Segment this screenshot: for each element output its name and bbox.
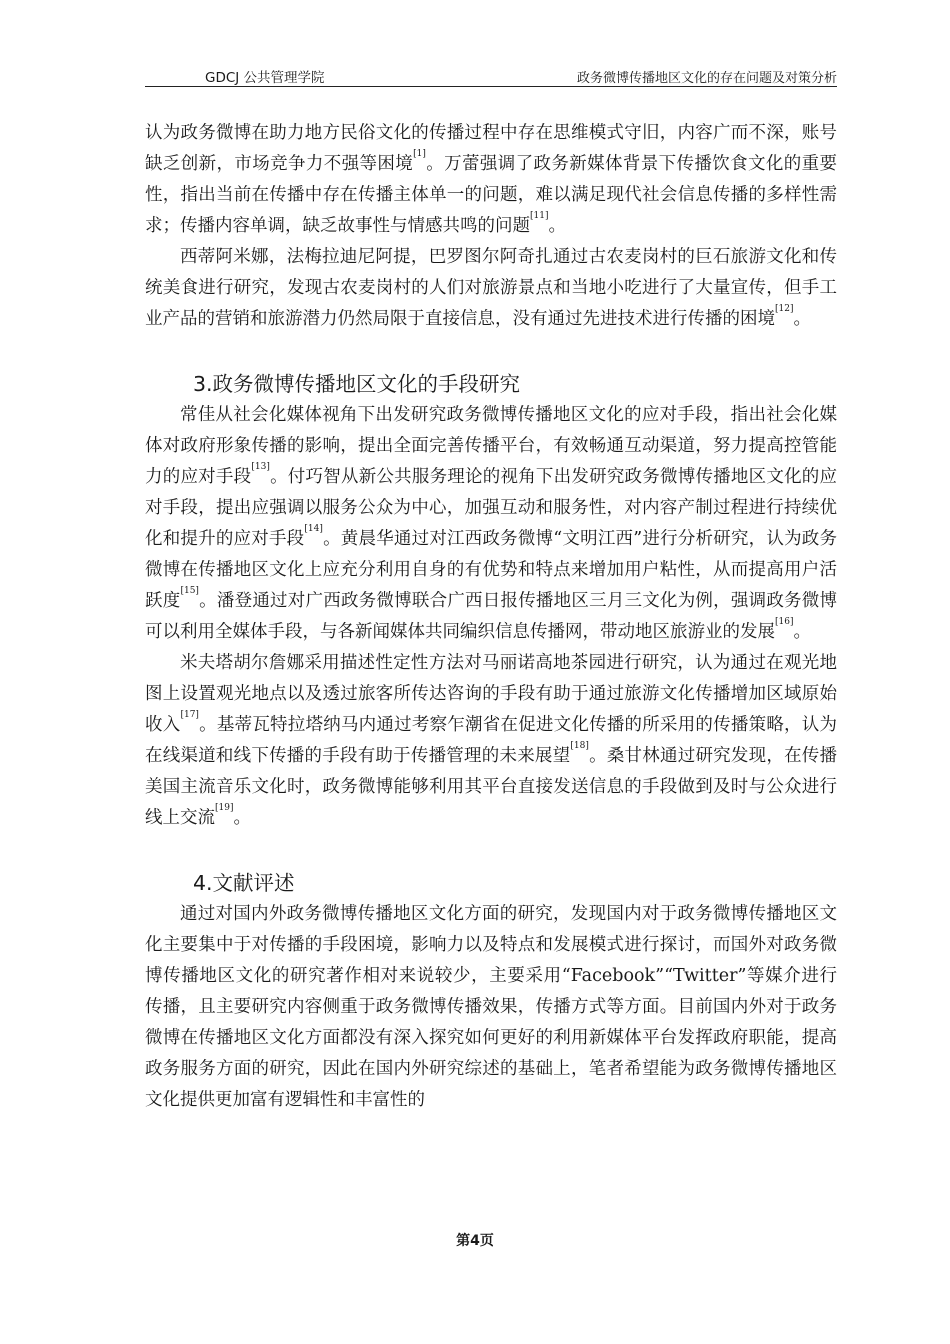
citation-ref: [18] bbox=[570, 741, 589, 751]
paragraph-4: 米夫塔胡尔詹娜采用描述性定性方法对马丽诺高地茶园进行研究，认为通过在观光地图上设置观光地点以及透过旅客所传达咨询的手段有助于通过旅游文化传播增加区域原始收入[17]。基蒂瓦特拉塔纳马内通过考察乍潮省在促进文化传播的所采用的传播策略，认为在线渠道和线下传播的手段有助于传播管理的未来展望[18]。桑甘林通过研究发现，在传播美国主流音乐文化时，政务微博能够利用其平台直接发送信息的手段做到及时与公众进行线上交流[19]。 bbox=[145, 653, 838, 828]
paragraph-5: 通过对国内外政务微博传播地区文化方面的研究，发现国内对于政务微博传播地区文化主要集中于对传播的手段困境，影响力以及特点和发展模式进行探讨，而国外对政务微博传播地区文化的研究著作相对来说较少，主要采用“Facebook”“Twitter”等媒介进行传播，且主要研究内容侧重于政务微博传播效果，传播方式等方面。目前国内外对于政务微博在传播地区文化方面都没有深入探究如何更好的利用新媒体平台发挥政府职能，提高政务服务方面的研究，因此在国内外研究综述的基础上，笔者希望能为政务微博传播地区文化提供更加富有逻辑性和丰富性的 bbox=[145, 904, 837, 1110]
citation-ref: [13] bbox=[251, 462, 270, 472]
section-heading-4: 4.文献评述 bbox=[193, 871, 295, 895]
citation-ref: [1] bbox=[413, 149, 426, 159]
citation-ref: [16] bbox=[775, 617, 794, 627]
citation-ref: [11] bbox=[530, 211, 549, 221]
citation-ref: [14] bbox=[304, 524, 323, 534]
paragraph-2: 西蒂阿米娜，法梅拉迪尼阿提，巴罗图尔阿奇扎通过古农麦岗村的巨石旅游文化和传统美食进行研究，发现古农麦岗村的人们对旅游景点和当地小吃进行了大量宣传，但手工业产品的营销和旅游潜力仍然局限于直接信息，没有通过先进技术进行传播的困境[12]。 bbox=[145, 247, 837, 329]
paragraph-3: 常佳从社会化媒体视角下出发研究政务微博传播地区文化的应对手段，指出社会化媒体对政府形象传播的影响，提出全面完善传播平台，有效畅通互动渠道，努力提高控管能力的应对手段[13]。付巧智从新公共服务理论的视角下出发研究政务微博传播地区文化的应对手段，提出应强调以服务公众为中心，加强互动和服务性，对内容产制过程进行持续优化和提升的应对手段[14]。黄晨华通过对江西政务微博“文明江西”进行分析研究，认为政务微博在传播地区文化上应充分利用自身的有优势和特点来增加用户粘性，从而提高用户活跃度[15]。潘登通过对广西政务微博联合广西日报传播地区三月三文化为例，强调政务微博可以利用全媒体手段，与各新闻媒体共同编织信息传播网，带动地区旅游业的发展[16]。 bbox=[145, 405, 838, 642]
citation-ref: [15] bbox=[180, 586, 199, 596]
page-body bbox=[145, 118, 837, 1116]
page-number: 第4页 bbox=[456, 1233, 494, 1249]
paragraph-1: 认为政务微博在助力地方民俗文化的传播过程中存在思维模式守旧，内容广而不深，账号缺乏创新，市场竞争力不强等困境[1]。万蕾强调了政务新媒体背景下传播饮食文化的重要性，指出当前在传播中存在传播主体单一的问题，难以满足现代社会信息传播的多样性需求；传播内容单调，缺乏故事性与情感共鸣的问题[11]。 bbox=[145, 123, 837, 236]
header-thesis-title: 政务微博传播地区文化的存在问题及对策分析 bbox=[576, 71, 837, 86]
citation-ref: [17] bbox=[180, 710, 199, 720]
citation-ref: [19] bbox=[215, 803, 234, 813]
citation-ref: [12] bbox=[775, 304, 794, 314]
page-header bbox=[145, 66, 837, 87]
header-institution: GDCJ 公共管理学院 bbox=[205, 70, 325, 86]
section-heading-3: 3.政务微博传播地区文化的手段研究 bbox=[193, 372, 521, 396]
